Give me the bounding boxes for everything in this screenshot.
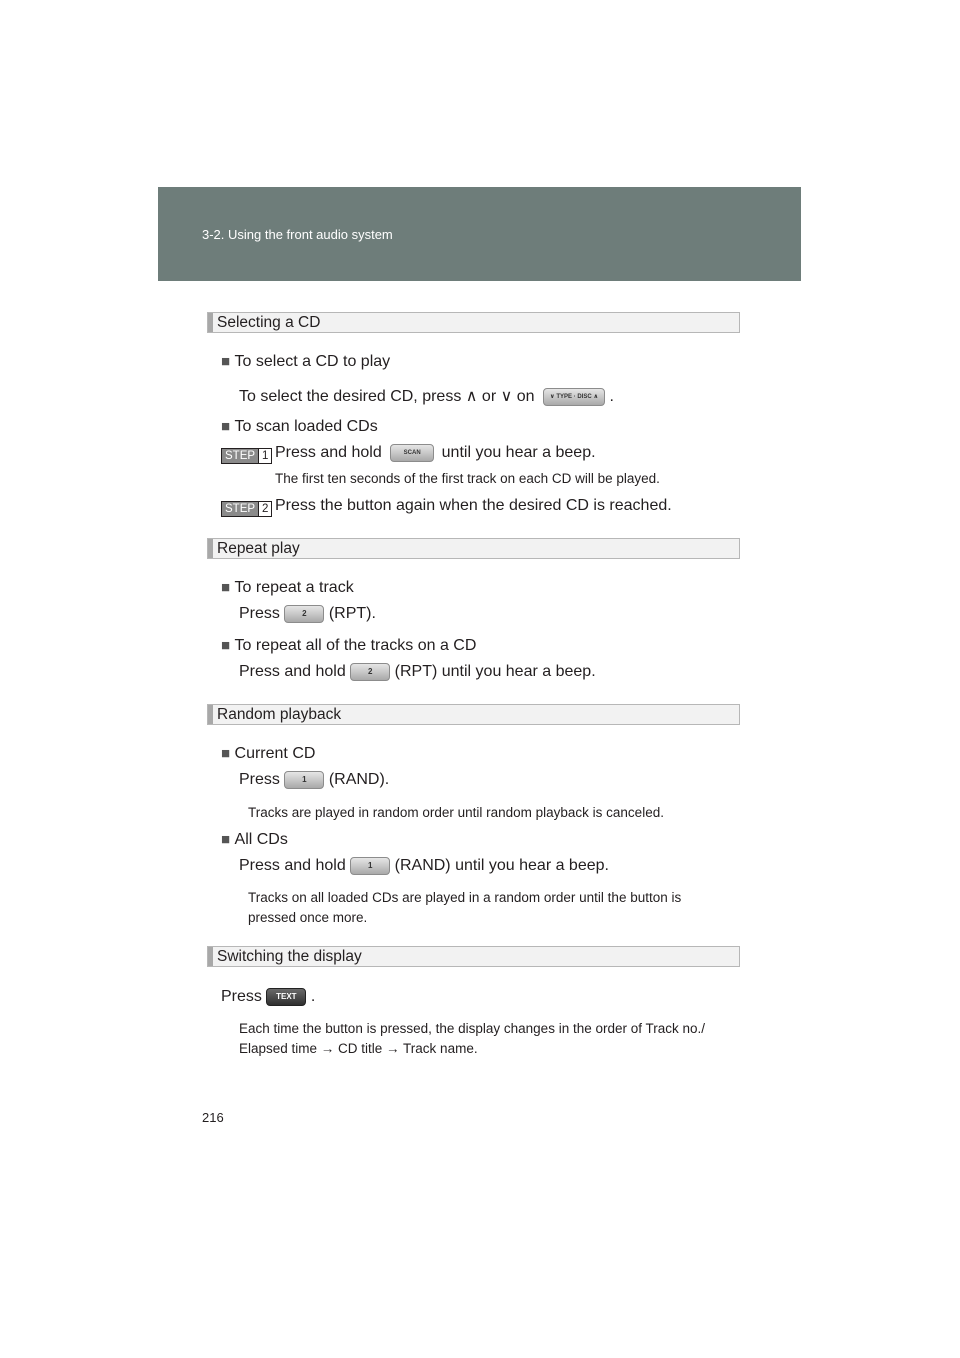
section-title: Switching the display bbox=[217, 948, 362, 965]
preset-2-button-icon: 2 bbox=[350, 663, 390, 681]
subheading-scan-cds bbox=[221, 418, 378, 436]
instruction-current-cd bbox=[239, 771, 389, 789]
section-heading-repeat-play bbox=[207, 538, 740, 559]
preset-1-button-icon: 1 bbox=[350, 857, 390, 875]
subheading-all-cds bbox=[221, 831, 288, 849]
heading-accent-bar bbox=[208, 539, 213, 558]
preset-1-button-icon: 1 bbox=[284, 771, 324, 789]
step-1-note: The first ten seconds of the first track on each CD will be played. bbox=[275, 471, 660, 486]
instruction-text: on bbox=[512, 388, 535, 405]
subheading-text: All CDs bbox=[234, 831, 288, 848]
instruction-text: Press bbox=[239, 771, 280, 789]
heading-accent-bar bbox=[208, 705, 213, 724]
subheading-repeat-all bbox=[221, 637, 476, 655]
subheading-select-cd bbox=[221, 353, 390, 371]
step-2-badge bbox=[221, 499, 272, 517]
subheading-text: To repeat a track bbox=[234, 579, 354, 596]
note-all-cds-line-1: Tracks on all loaded CDs are played in a random order until the button is bbox=[248, 890, 682, 905]
instruction-repeat-track bbox=[239, 605, 376, 623]
subheading-repeat-track bbox=[221, 579, 354, 597]
step-label: STEP bbox=[222, 449, 258, 463]
square-bullet-icon: ■ bbox=[221, 418, 231, 435]
note-display-line-1: Each time the button is pressed, the display changes in the order of Track no./ bbox=[239, 1021, 706, 1036]
instruction-text: . bbox=[609, 388, 614, 405]
instruction-text: Press and hold bbox=[239, 857, 346, 875]
text-button-icon: TEXT bbox=[266, 988, 306, 1006]
instruction-text: To select the desired CD, press bbox=[239, 388, 466, 405]
instruction-switch-display bbox=[221, 988, 315, 1006]
instruction-text: until you hear a beep. bbox=[441, 444, 596, 462]
instruction-repeat-all bbox=[239, 663, 596, 681]
square-bullet-icon: ■ bbox=[221, 831, 231, 848]
square-bullet-icon: ■ bbox=[221, 353, 231, 370]
heading-accent-bar bbox=[208, 313, 213, 332]
step-number: 1 bbox=[258, 449, 271, 463]
instruction-all-cds bbox=[239, 857, 609, 875]
preset-2-button-icon: 2 bbox=[284, 605, 324, 623]
up-arrow-icon: ∧ bbox=[465, 388, 478, 405]
page-number: 216 bbox=[202, 1110, 224, 1125]
note-display-line-2: Elapsed time → CD title → Track name. bbox=[239, 1041, 478, 1056]
step-badge bbox=[221, 501, 272, 517]
step-badge bbox=[221, 448, 272, 464]
type-disc-button-icon: ∨ TYPE · DISC ∧ bbox=[543, 388, 605, 406]
instruction-select-cd bbox=[239, 386, 614, 406]
subheading-text: To scan loaded CDs bbox=[234, 418, 378, 435]
section-breadcrumb: 3-2. Using the front audio system bbox=[202, 227, 393, 242]
scan-button-icon: SCAN bbox=[390, 444, 434, 462]
subheading-text: To repeat all of the tracks on a CD bbox=[234, 637, 477, 654]
square-bullet-icon: ■ bbox=[221, 579, 231, 596]
instruction-text: (RPT) until you hear a beep. bbox=[394, 663, 596, 681]
down-arrow-icon: ∨ bbox=[500, 388, 513, 405]
step-1-text bbox=[275, 444, 596, 462]
instruction-text: Press and hold bbox=[275, 444, 382, 462]
section-heading-selecting-cd bbox=[207, 312, 740, 333]
instruction-text: (RPT). bbox=[328, 605, 376, 623]
section-title: Repeat play bbox=[217, 540, 300, 557]
instruction-text: (RAND) until you hear a beep. bbox=[394, 857, 609, 875]
section-heading-switching-display bbox=[207, 946, 740, 967]
section-title: Selecting a CD bbox=[217, 314, 321, 331]
note-all-cds-line-2: pressed once more. bbox=[248, 910, 368, 925]
step-number: 2 bbox=[258, 502, 271, 516]
instruction-text: Press bbox=[221, 988, 262, 1006]
subheading-current-cd bbox=[221, 745, 315, 763]
step-1-badge bbox=[221, 446, 272, 464]
step-label: STEP bbox=[222, 502, 258, 516]
instruction-text: . bbox=[310, 988, 316, 1006]
instruction-text: (RAND). bbox=[328, 771, 390, 789]
section-title: Random playback bbox=[217, 706, 342, 723]
instruction-text: or bbox=[477, 388, 501, 405]
square-bullet-icon: ■ bbox=[221, 745, 231, 762]
step-2-text: Press the button again when the desired CD is reached. bbox=[275, 497, 672, 514]
note-current-cd: Tracks are played in random order until random playback is canceled. bbox=[248, 805, 664, 820]
instruction-text: Press and hold bbox=[239, 663, 346, 681]
square-bullet-icon: ■ bbox=[221, 637, 231, 654]
subheading-text: To select a CD to play bbox=[234, 353, 391, 370]
section-heading-random-playback bbox=[207, 704, 740, 725]
instruction-text: Press bbox=[239, 605, 280, 623]
heading-accent-bar bbox=[208, 947, 213, 966]
subheading-text: Current CD bbox=[234, 745, 316, 762]
